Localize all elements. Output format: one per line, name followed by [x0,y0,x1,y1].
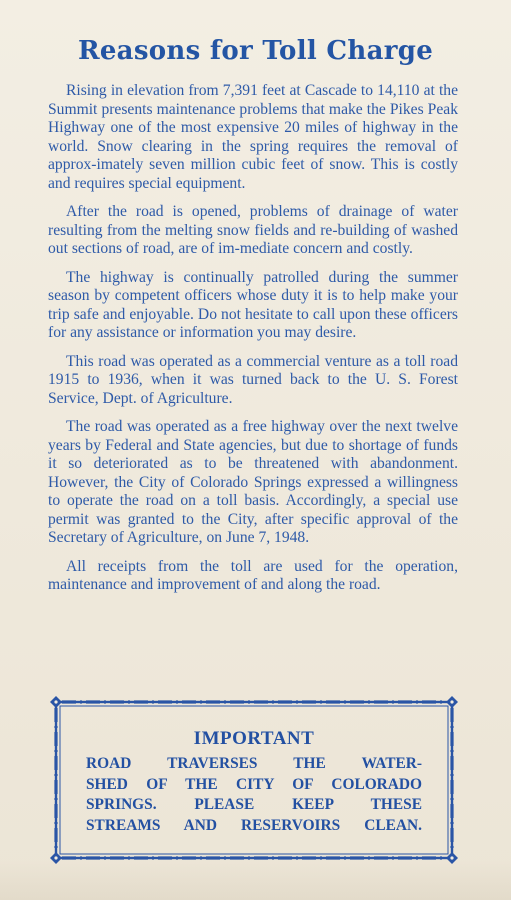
paragraph-city-operation: The road was operated as a free highway over the next twelve years by Federal and State agencies, but due to shortage of funds it so deteriorated as to be threatened with abandonment. However, the City of Colorado Springs expressed a willingness to operate the road on a toll basis. Accordingly, a special use permit was granted to the City, after specific approval of the Secretary of Agriculture, on June 7, 1948. [48,418,458,546]
paragraph-receipts: All receipts from the toll are used for the operation, maintenance and improvement of and along the road. [48,557,458,593]
notice-heading: IMPORTANT [193,728,315,749]
notice-line: ROAD TRAVERSES THE WATER- [86,755,422,772]
paragraph-history: This road was operated as a commercial venture as a toll road 1915 to 1936, when it was turned back to the U. S. Forest Service, Dept. of Agriculture. [48,352,458,407]
paragraph-drainage: After the road is opened, problems of drainage of water resulting from the melting snow fields and re-building of washed out sections of road, are of im-mediate concern and costly. [48,203,458,257]
notice-text [86,754,422,836]
notice-line: SPRINGS. PLEASE KEEP THESE [86,796,422,813]
notice-line: SHED OF THE CITY OF COLORADO [86,775,422,793]
notice-line: STREAMS AND RESERVOIRS CLEAN. [86,816,422,834]
page-title: Reasons for Toll Charge [77,36,434,66]
body-text [48,82,458,605]
important-notice-box [48,694,460,866]
paragraph-patrol: The highway is continually patrolled during the summer season by competent officers whose duty it is to help make your trip safe and enjoyable. Do not hesitate to call upon these officers for any assistance or information you may desire. [48,268,458,341]
paragraph-elevation: Rising in elevation from 7,391 feet at Cascade to 14,110 at the Summit presents maintenance problems that make the Pikes Peak Highway one of the most expensive 20 miles of highway in the world. Snow clearing in the spring requires the removal of approx-imately seven million cubic feet of snow. This is costly and requires special equipment. [48,82,458,192]
